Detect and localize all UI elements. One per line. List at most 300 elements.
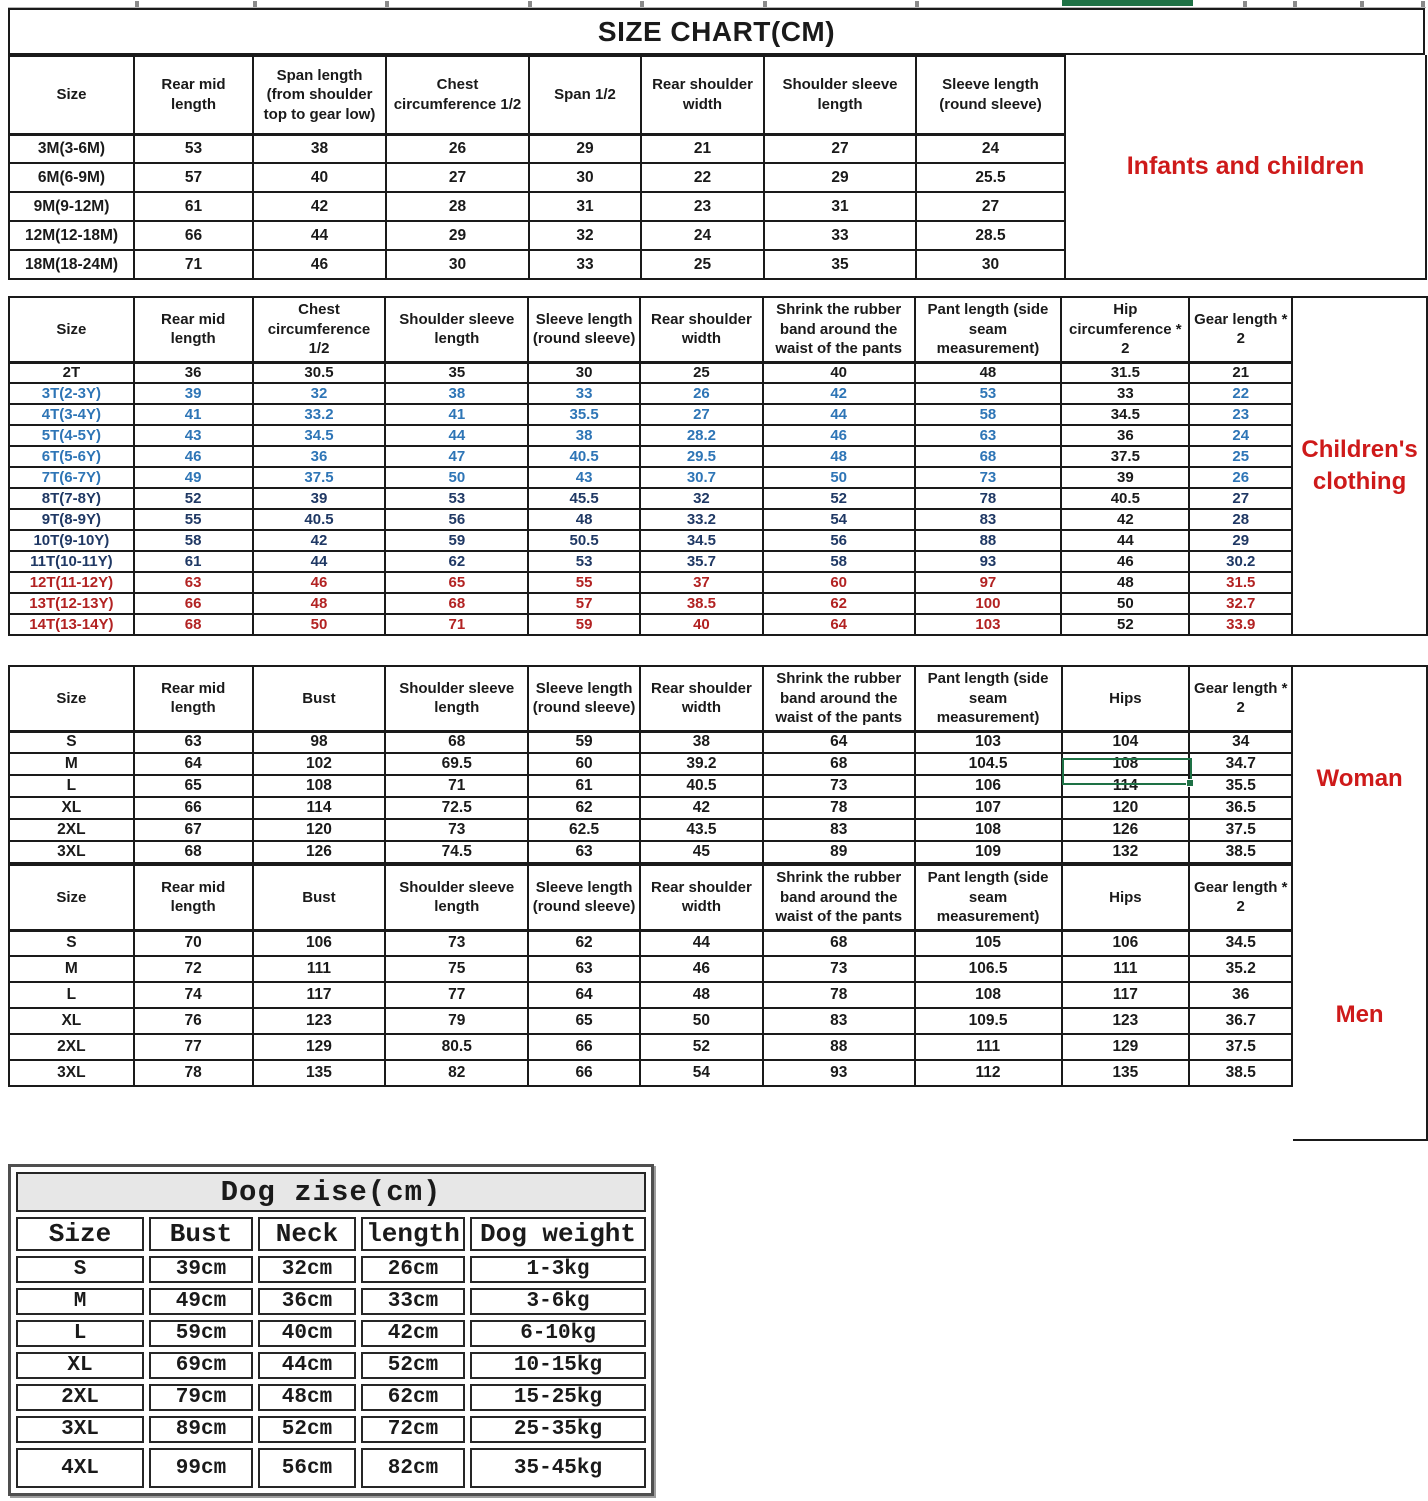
table-cell: 57 xyxy=(134,163,253,192)
table-cell: 106 xyxy=(253,930,386,956)
table-cell: 3XL xyxy=(16,1416,144,1443)
table-row xyxy=(9,1008,1292,1034)
table-cell: 32cm xyxy=(258,1256,356,1283)
table-cell: 66 xyxy=(134,221,253,250)
table-cell: 31 xyxy=(764,192,916,221)
dog-table-title: Dog zise(cm) xyxy=(16,1172,646,1212)
table-cell: M xyxy=(9,956,134,982)
table-cell: 46 xyxy=(253,572,386,593)
table-cell: 44 xyxy=(253,551,386,572)
table-cell: 62cm xyxy=(361,1384,465,1411)
sheet-title xyxy=(8,8,1425,55)
table-cell: 73 xyxy=(385,930,528,956)
table-cell: 68 xyxy=(385,593,528,614)
table-cell: 117 xyxy=(1062,982,1190,1008)
table-cell: 73 xyxy=(763,956,915,982)
table-cell: 37.5 xyxy=(1061,446,1189,467)
table-cell: 33 xyxy=(528,383,640,404)
table-cell: 35 xyxy=(385,362,528,383)
table-cell: 67 xyxy=(134,819,253,841)
column-header: Hips xyxy=(1062,666,1190,731)
table-cell: 32 xyxy=(253,383,386,404)
table-cell: 99cm xyxy=(149,1448,253,1488)
table-cell: 9T(8-9Y) xyxy=(9,509,134,530)
table-cell: 54 xyxy=(640,1060,763,1086)
column-header: Hip circumference * 2 xyxy=(1061,297,1189,362)
table-row xyxy=(9,614,1292,635)
table-cell: 108 xyxy=(915,982,1062,1008)
dog-table-frame xyxy=(8,1164,654,1496)
column-header: Sleeve length (round sleeve) xyxy=(528,297,640,362)
table-cell: 35.5 xyxy=(1189,775,1292,797)
table-cell: 28 xyxy=(386,192,529,221)
men-label-text: Men xyxy=(1335,1001,1384,1029)
table-row xyxy=(9,956,1292,982)
column-header: Rear mid length xyxy=(134,297,253,362)
table-row xyxy=(9,446,1292,467)
table-cell: 3XL xyxy=(9,841,134,863)
table-cell: 39 xyxy=(1061,467,1189,488)
table-cell: 6-10kg xyxy=(470,1320,646,1347)
table-cell: 66 xyxy=(134,593,253,614)
table-cell: 25 xyxy=(641,250,764,279)
table-cell: 36cm xyxy=(258,1288,356,1315)
table-cell: 44 xyxy=(763,404,915,425)
table-cell: 52 xyxy=(763,488,915,509)
table-cell: 55 xyxy=(134,509,253,530)
table-row xyxy=(9,467,1292,488)
table-row xyxy=(9,1034,1292,1060)
table-cell: 93 xyxy=(763,1060,915,1086)
table-cell: 59cm xyxy=(149,1320,253,1347)
woman-size-table xyxy=(8,665,1293,864)
table-cell: 24 xyxy=(1189,425,1292,446)
table-cell: 102 xyxy=(253,753,386,775)
column-header: Rear shoulder width xyxy=(640,297,763,362)
table-cell: 58 xyxy=(915,404,1062,425)
table-cell: 83 xyxy=(915,509,1062,530)
table-cell: 68 xyxy=(385,731,528,753)
table-cell: 71 xyxy=(385,614,528,635)
table-cell: 47 xyxy=(385,446,528,467)
table-cell: 57 xyxy=(528,593,640,614)
table-cell: XL xyxy=(16,1352,144,1379)
table-cell: 66 xyxy=(528,1060,640,1086)
table-cell: 64 xyxy=(763,731,915,753)
table-cell: 11T(10-11Y) xyxy=(9,551,134,572)
table-cell: 36.5 xyxy=(1189,797,1292,819)
table-cell: 74 xyxy=(134,982,253,1008)
table-cell: 68 xyxy=(763,930,915,956)
column-header: length xyxy=(361,1217,465,1251)
table-cell: 39cm xyxy=(149,1256,253,1283)
table-cell: 2XL xyxy=(9,819,134,841)
table-cell: 83 xyxy=(763,819,915,841)
table-cell: 66 xyxy=(528,1034,640,1060)
column-header: Size xyxy=(9,297,134,362)
table-cell: 62 xyxy=(528,930,640,956)
table-cell: S xyxy=(9,930,134,956)
column-tick xyxy=(528,1,532,7)
table-cell: 49 xyxy=(134,467,253,488)
table-cell: 38 xyxy=(385,383,528,404)
table-cell: 38 xyxy=(640,731,763,753)
table-cell: 61 xyxy=(134,192,253,221)
table-cell: 38 xyxy=(253,134,386,163)
column-header: Gear length * 2 xyxy=(1189,297,1292,362)
table-cell: 30.5 xyxy=(253,362,386,383)
table-cell: 40cm xyxy=(258,1320,356,1347)
table-cell: 97 xyxy=(915,572,1062,593)
table-cell: XL xyxy=(9,797,134,819)
table-cell: 3XL xyxy=(9,1060,134,1086)
table-cell: 35.7 xyxy=(640,551,763,572)
table-cell: 53 xyxy=(915,383,1062,404)
table-cell: 31 xyxy=(529,192,641,221)
table-cell: 9M(9-12M) xyxy=(9,192,134,221)
table-cell: 43.5 xyxy=(640,819,763,841)
table-row xyxy=(9,930,1292,956)
column-header: Rear shoulder width xyxy=(640,865,763,930)
table-row xyxy=(9,797,1292,819)
table-cell: 6T(5-6Y) xyxy=(9,446,134,467)
table-cell: 103 xyxy=(915,614,1062,635)
infants-section-label xyxy=(1066,55,1427,280)
table-cell: 42 xyxy=(253,530,386,551)
table-cell: 37 xyxy=(640,572,763,593)
table-cell: 46 xyxy=(640,956,763,982)
table-row xyxy=(16,1352,646,1379)
children-label-text: Children's clothing xyxy=(1301,435,1418,495)
adults-section xyxy=(8,665,1428,1141)
table-cell: 22 xyxy=(641,163,764,192)
table-cell: 63 xyxy=(134,572,253,593)
table-cell: 36 xyxy=(1189,982,1292,1008)
table-cell: 50 xyxy=(253,614,386,635)
table-cell: 48 xyxy=(253,593,386,614)
table-cell: 25 xyxy=(640,362,763,383)
table-cell: 108 xyxy=(253,775,386,797)
column-header: Gear length * 2 xyxy=(1189,865,1292,930)
table-cell: 13T(12-13Y) xyxy=(9,593,134,614)
table-cell: 70 xyxy=(134,930,253,956)
table-cell: 62 xyxy=(528,797,640,819)
table-cell: 129 xyxy=(1062,1034,1190,1060)
table-cell: 2XL xyxy=(9,1034,134,1060)
table-cell: 48 xyxy=(1061,572,1189,593)
table-cell: 39 xyxy=(253,488,386,509)
table-cell: 30 xyxy=(528,362,640,383)
table-cell: 40 xyxy=(253,163,386,192)
adults-section-labels xyxy=(1293,665,1428,1141)
table-cell: 60 xyxy=(528,753,640,775)
table-cell: 77 xyxy=(385,982,528,1008)
table-cell: 53 xyxy=(385,488,528,509)
table-cell: 112 xyxy=(915,1060,1062,1086)
table-cell: 6M(6-9M) xyxy=(9,163,134,192)
table-cell: 68 xyxy=(915,446,1062,467)
table-cell: 12M(12-18M) xyxy=(9,221,134,250)
table-cell: 79 xyxy=(385,1008,528,1034)
table-cell: 42 xyxy=(640,797,763,819)
table-cell: 135 xyxy=(1062,1060,1190,1086)
table-cell: 106 xyxy=(915,775,1062,797)
table-cell: 46 xyxy=(763,425,915,446)
table-cell: 73 xyxy=(763,775,915,797)
table-cell: 40.5 xyxy=(528,446,640,467)
table-row xyxy=(9,775,1292,797)
table-row xyxy=(9,134,1065,163)
table-cell: 63 xyxy=(134,731,253,753)
table-cell: 27 xyxy=(1189,488,1292,509)
table-row xyxy=(9,163,1065,192)
table-cell: 42 xyxy=(253,192,386,221)
table-cell: 44 xyxy=(253,221,386,250)
table-cell: 93 xyxy=(915,551,1062,572)
table-cell: 33.2 xyxy=(253,404,386,425)
table-cell: 26 xyxy=(386,134,529,163)
table-cell: 30 xyxy=(386,250,529,279)
table-cell: 46 xyxy=(134,446,253,467)
table-cell: S xyxy=(16,1256,144,1283)
table-cell: 35.2 xyxy=(1189,956,1292,982)
table-cell: 63 xyxy=(528,956,640,982)
table-cell: 35-45kg xyxy=(470,1448,646,1488)
table-cell: 79cm xyxy=(149,1384,253,1411)
table-row xyxy=(9,488,1292,509)
table-cell: 40.5 xyxy=(640,775,763,797)
table-cell: 34.5 xyxy=(1189,930,1292,956)
table-cell: 106.5 xyxy=(915,956,1062,982)
table-cell: 30 xyxy=(529,163,641,192)
table-cell: 59 xyxy=(528,614,640,635)
column-header: Bust xyxy=(149,1217,253,1251)
table-cell: 4T(3-4Y) xyxy=(9,404,134,425)
table-cell: 105 xyxy=(915,930,1062,956)
table-cell: 18M(18-24M) xyxy=(9,250,134,279)
table-cell: 34.7 xyxy=(1189,753,1292,775)
table-cell: 56 xyxy=(763,530,915,551)
table-cell: 120 xyxy=(253,819,386,841)
table-cell: 89cm xyxy=(149,1416,253,1443)
infants-section xyxy=(8,55,1428,280)
column-header: Hips xyxy=(1062,865,1190,930)
table-row xyxy=(9,509,1292,530)
table-cell: 109 xyxy=(915,841,1062,863)
table-cell: 38.5 xyxy=(640,593,763,614)
table-cell: 108 xyxy=(1062,753,1190,775)
table-row xyxy=(9,551,1292,572)
table-cell: 123 xyxy=(1062,1008,1190,1034)
header-row xyxy=(9,297,1292,362)
table-cell: 44 xyxy=(385,425,528,446)
table-cell: 3M(3-6M) xyxy=(9,134,134,163)
table-cell: 88 xyxy=(763,1034,915,1060)
column-header: Bust xyxy=(253,865,386,930)
table-cell: 28.5 xyxy=(916,221,1065,250)
table-cell: 40 xyxy=(763,362,915,383)
table-cell: 50 xyxy=(640,1008,763,1034)
header-row xyxy=(9,56,1065,134)
table-cell: 111 xyxy=(915,1034,1062,1060)
children-size-table xyxy=(8,296,1293,636)
table-cell: 31.5 xyxy=(1061,362,1189,383)
table-cell: 26cm xyxy=(361,1256,465,1283)
table-cell: 37.5 xyxy=(1189,819,1292,841)
table-cell: 38 xyxy=(528,425,640,446)
table-cell: L xyxy=(9,982,134,1008)
table-cell: 68 xyxy=(134,614,253,635)
column-header: Rear mid length xyxy=(134,865,253,930)
table-cell: 10-15kg xyxy=(470,1352,646,1379)
table-cell: L xyxy=(9,775,134,797)
table-cell: 61 xyxy=(528,775,640,797)
table-cell: 65 xyxy=(134,775,253,797)
table-cell: 36.7 xyxy=(1189,1008,1292,1034)
table-row xyxy=(9,1060,1292,1086)
table-cell: 59 xyxy=(528,731,640,753)
table-cell: 74.5 xyxy=(385,841,528,863)
table-cell: 23 xyxy=(1189,404,1292,425)
table-cell: 32.7 xyxy=(1189,593,1292,614)
header-row xyxy=(9,865,1292,930)
table-cell: 62 xyxy=(763,593,915,614)
table-cell: 21 xyxy=(641,134,764,163)
table-cell: 108 xyxy=(915,819,1062,841)
table-cell: 8T(7-8Y) xyxy=(9,488,134,509)
table-cell: 28 xyxy=(1189,509,1292,530)
table-cell: 114 xyxy=(1062,775,1190,797)
adults-tables xyxy=(8,665,1293,1141)
table-row xyxy=(9,982,1292,1008)
table-cell: 63 xyxy=(915,425,1062,446)
table-cell: 62.5 xyxy=(528,819,640,841)
table-cell: 39 xyxy=(134,383,253,404)
table-cell: 58 xyxy=(134,530,253,551)
column-header: Rear mid length xyxy=(134,56,253,134)
table-cell: 37.5 xyxy=(253,467,386,488)
table-cell: 33.2 xyxy=(640,509,763,530)
table-cell: 68 xyxy=(763,753,915,775)
table-row xyxy=(16,1448,646,1488)
table-cell: XL xyxy=(9,1008,134,1034)
table-cell: 52 xyxy=(1061,614,1189,635)
table-cell: 64 xyxy=(763,614,915,635)
table-cell: 73 xyxy=(915,467,1062,488)
table-cell: 42 xyxy=(763,383,915,404)
table-cell: 114 xyxy=(253,797,386,819)
table-cell: 77 xyxy=(134,1034,253,1060)
column-header: Dog weight xyxy=(470,1217,646,1251)
table-cell: 48 xyxy=(763,446,915,467)
table-cell: 52cm xyxy=(361,1352,465,1379)
table-cell: 34 xyxy=(1189,731,1292,753)
table-cell: 7T(6-7Y) xyxy=(9,467,134,488)
table-cell: 50 xyxy=(385,467,528,488)
table-cell: 24 xyxy=(916,134,1065,163)
column-header: Gear length * 2 xyxy=(1189,666,1292,731)
table-cell: 44cm xyxy=(258,1352,356,1379)
column-header: Rear mid length xyxy=(134,666,253,731)
sheet-title-text: SIZE CHART(CM) xyxy=(597,15,836,47)
column-tick xyxy=(640,1,644,7)
table-cell: 88 xyxy=(915,530,1062,551)
column-header: Rear shoulder width xyxy=(640,666,763,731)
table-cell: 27 xyxy=(640,404,763,425)
table-cell: 10T(9-10Y) xyxy=(9,530,134,551)
table-cell: 52 xyxy=(134,488,253,509)
table-cell: 27 xyxy=(916,192,1065,221)
table-cell: 89 xyxy=(763,841,915,863)
table-cell: 42 xyxy=(1061,509,1189,530)
table-cell: 72 xyxy=(134,956,253,982)
table-cell: 2XL xyxy=(16,1384,144,1411)
infants-size-table xyxy=(8,55,1066,280)
table-cell: 36 xyxy=(1061,425,1189,446)
column-tick xyxy=(253,1,257,7)
table-cell: 50 xyxy=(1061,593,1189,614)
table-cell: 24 xyxy=(641,221,764,250)
column-header: Chest circumference 1/2 xyxy=(386,56,529,134)
infants-label-text: Infants and children xyxy=(1126,151,1365,180)
table-cell: 1-3kg xyxy=(470,1256,646,1283)
table-cell: 48 xyxy=(915,362,1062,383)
table-cell: 98 xyxy=(253,731,386,753)
table-cell: 78 xyxy=(763,797,915,819)
column-header: Bust xyxy=(253,666,386,731)
table-cell: 71 xyxy=(134,250,253,279)
table-cell: 27 xyxy=(386,163,529,192)
table-cell: 29 xyxy=(386,221,529,250)
column-header: Shoulder sleeve length xyxy=(764,56,916,134)
table-cell: 2T xyxy=(9,362,134,383)
table-cell: 45 xyxy=(640,841,763,863)
table-cell: 104 xyxy=(1062,731,1190,753)
column-header: Pant length (side seam measurement) xyxy=(915,865,1062,930)
table-cell: 41 xyxy=(385,404,528,425)
table-row xyxy=(9,819,1292,841)
table-cell: 41 xyxy=(134,404,253,425)
table-cell: 26 xyxy=(640,383,763,404)
table-cell: 33cm xyxy=(361,1288,465,1315)
table-cell: 12T(11-12Y) xyxy=(9,572,134,593)
table-cell: M xyxy=(9,753,134,775)
table-cell: 33.9 xyxy=(1189,614,1292,635)
table-cell: 58 xyxy=(763,551,915,572)
column-tick xyxy=(915,1,919,7)
table-cell: 25-35kg xyxy=(470,1416,646,1443)
column-tick xyxy=(1293,1,1297,7)
table-row xyxy=(9,250,1065,279)
table-cell: 53 xyxy=(134,134,253,163)
table-cell: 78 xyxy=(915,488,1062,509)
column-header: Shrink the rubber band around the waist of the pants xyxy=(763,297,915,362)
table-row xyxy=(16,1320,646,1347)
table-cell: 40.5 xyxy=(253,509,386,530)
table-cell: 46 xyxy=(1061,551,1189,572)
column-header: Span 1/2 xyxy=(529,56,641,134)
table-cell: 83 xyxy=(763,1008,915,1034)
table-cell: L xyxy=(16,1320,144,1347)
table-cell: 80.5 xyxy=(385,1034,528,1060)
column-header: Pant length (side seam measurement) xyxy=(915,297,1062,362)
table-cell: 30.7 xyxy=(640,467,763,488)
table-cell: 55 xyxy=(528,572,640,593)
table-cell: 34.5 xyxy=(1061,404,1189,425)
table-cell: 49cm xyxy=(149,1288,253,1315)
column-header: Neck xyxy=(258,1217,356,1251)
column-header: Shrink the rubber band around the waist of the pants xyxy=(763,865,915,930)
